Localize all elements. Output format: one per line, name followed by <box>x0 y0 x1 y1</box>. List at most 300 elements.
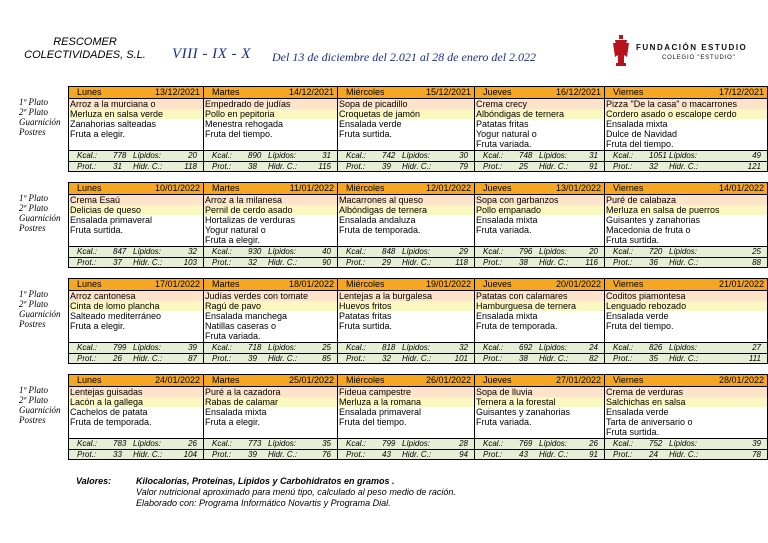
kcal-label: Kcal.: <box>77 151 98 160</box>
dish-item: Hamburguesa de ternera <box>475 301 604 311</box>
dish-item: Yogur natural o <box>475 129 604 139</box>
company-name <box>20 36 150 62</box>
protein-label: Prot.: <box>212 162 232 171</box>
protein-value: 33 <box>113 450 122 459</box>
row-label: Postres <box>19 127 46 137</box>
lipids-value: 31 <box>322 151 331 160</box>
nutrition-box <box>338 246 474 267</box>
protein-label: Prot.: <box>346 258 366 267</box>
day-column <box>474 182 605 268</box>
kcal-label: Kcal.: <box>346 439 367 448</box>
emblem-icon <box>612 35 630 67</box>
lipids-value: 25 <box>322 343 331 352</box>
row-label: 2º Plato <box>19 299 49 309</box>
carbs-label: Hidr. C.: <box>268 162 298 171</box>
dish-item <box>69 427 203 437</box>
day-column <box>604 182 768 268</box>
kcal-label: Kcal.: <box>346 247 367 256</box>
day-header <box>69 87 203 99</box>
protein-value: 39 <box>248 450 257 459</box>
dish-item: Fruta del tiempo. <box>605 321 767 331</box>
carbs-value: 111 <box>748 354 761 363</box>
kcal-label: Kcal.: <box>212 151 233 160</box>
day-header <box>338 375 474 387</box>
day-date: 26/01/2022 <box>425 375 471 385</box>
day-date: 20/01/2022 <box>555 279 601 289</box>
school-logo <box>612 35 748 69</box>
dish-item <box>69 235 203 245</box>
nutrition-row-energy <box>475 247 604 258</box>
nutrition-row-macros <box>204 354 337 364</box>
carbs-label: Hidr. C.: <box>539 258 569 267</box>
nutrition-row-macros <box>475 258 604 268</box>
nutrition-row-macros <box>338 162 474 172</box>
lipids-value: 26 <box>589 439 598 448</box>
dish-item: Tarta de aniversario o <box>605 417 767 427</box>
company-line-2: COLECTIVIDADES, S.L. <box>24 49 146 61</box>
protein-label: Prot.: <box>613 354 633 363</box>
lipids-value: 26 <box>188 439 197 448</box>
protein-label: Prot.: <box>77 450 97 459</box>
carbs-value: 85 <box>322 354 331 363</box>
kcal-value: 718 <box>248 343 262 352</box>
protein-label: Prot.: <box>212 258 232 267</box>
dish-item: Fruta de temporada. <box>69 417 203 427</box>
dish-item: Ensalada andaluza <box>338 215 474 225</box>
day-header <box>475 87 604 99</box>
dish-item <box>475 331 604 341</box>
carbs-label: Hidr. C.: <box>539 354 569 363</box>
lipids-value: 28 <box>459 439 468 448</box>
day-name: Miércoles <box>346 183 385 193</box>
carbs-label: Hidr. C.: <box>539 162 569 171</box>
nutrition-row-macros <box>475 162 604 172</box>
row-label: 1º Plato <box>19 385 49 395</box>
day-date: 10/01/2022 <box>154 183 200 193</box>
carbs-value: 118 <box>184 162 197 171</box>
day-name: Miércoles <box>346 375 385 385</box>
carbs-label: Hidr. C.: <box>268 258 298 267</box>
day-header <box>475 375 604 387</box>
dish-item: Sopa de lluvia <box>475 387 604 397</box>
carbs-value: 76 <box>322 450 331 459</box>
day-column <box>203 278 338 364</box>
row-labels <box>19 193 68 233</box>
nutrition-box <box>605 150 767 171</box>
lipids-value: 35 <box>322 439 331 448</box>
carbs-value: 118 <box>455 258 468 267</box>
date-range: Del 13 de diciembre del 2.021 al 28 de enero del 2.022 <box>272 50 537 64</box>
dish-item: Cinta de lomo plancha <box>69 301 203 311</box>
kcal-value: 783 <box>113 439 127 448</box>
row-label: Guarnición <box>19 213 61 223</box>
day-header <box>338 183 474 195</box>
dish-item: Huevos fritos <box>338 301 474 311</box>
kcal-value: 692 <box>519 343 533 352</box>
nutrition-box <box>475 150 604 171</box>
day-date: 11/01/2022 <box>289 183 334 193</box>
protein-label: Prot.: <box>613 258 633 267</box>
dish-item: Ternera a la forestal <box>475 397 604 407</box>
carbs-value: 91 <box>589 450 598 459</box>
kcal-label: Kcal.: <box>212 343 233 352</box>
day-header <box>204 279 337 291</box>
protein-value: 43 <box>519 450 528 459</box>
dish-item: Ensalada manchega <box>204 311 337 321</box>
kcal-value: 890 <box>248 151 262 160</box>
lipids-label: Lípidos: <box>669 151 698 160</box>
nutrition-row-energy <box>605 247 767 258</box>
day-date: 28/01/2022 <box>718 375 764 385</box>
logo-title: FUNDACIÓN ESTUDIO <box>636 43 748 52</box>
dish-item: Crema de verduras <box>605 387 767 397</box>
nutrition-row-macros <box>204 258 337 268</box>
dish-item <box>475 235 604 245</box>
menu-week <box>19 182 768 268</box>
day-column <box>203 374 338 460</box>
day-name: Martes <box>212 375 240 385</box>
nutrition-row-macros <box>69 258 203 268</box>
dish-item: Pollo empanado <box>475 205 604 215</box>
kcal-value: 773 <box>248 439 262 448</box>
dish-item: Salchichas en salsa <box>605 397 767 407</box>
kcal-label: Kcal.: <box>483 247 504 256</box>
kcal-label: Kcal.: <box>613 151 634 160</box>
lipids-label: Lípidos: <box>133 151 162 160</box>
dish-item: Puré de calabaza <box>605 195 767 205</box>
nutrition-row-energy <box>69 439 203 450</box>
nutrition-row-energy <box>69 151 203 162</box>
nutrition-row-energy <box>475 439 604 450</box>
carbs-value: 104 <box>183 450 197 459</box>
day-header <box>605 279 767 291</box>
day-header <box>338 87 474 99</box>
nutrition-row-macros <box>338 258 474 268</box>
protein-value: 43 <box>382 450 391 459</box>
carbs-label: Hidr. C.: <box>402 354 432 363</box>
protein-label: Prot.: <box>346 450 366 459</box>
dish-item <box>338 235 474 245</box>
dish-item <box>204 427 337 437</box>
lipids-value: 40 <box>322 247 331 256</box>
nutrition-box <box>475 438 604 459</box>
kcal-label: Kcal.: <box>613 343 634 352</box>
dish-item: Fruta variada. <box>204 331 337 341</box>
dish-item: Dulce de Navidad <box>605 129 767 139</box>
dish-item: Ensalada verde <box>605 311 767 321</box>
lipids-label: Lípidos: <box>133 439 162 448</box>
row-label: 2º Plato <box>19 395 49 405</box>
dish-item: Lacón a la gallega <box>69 397 203 407</box>
day-date: 13/12/2021 <box>154 87 200 97</box>
dish-item: Fruta del tiempo. <box>338 417 474 427</box>
dish-item: Fruta del tiempo. <box>204 129 337 139</box>
day-column <box>604 278 768 364</box>
day-name: Lunes <box>77 183 102 193</box>
nutrition-box <box>338 150 474 171</box>
dish-item: Menestra rehogada <box>204 119 337 129</box>
dish-item: Ensalada mixta <box>475 215 604 225</box>
row-label: Postres <box>19 223 46 233</box>
nutrition-row-energy <box>605 439 767 450</box>
nutrition-row-macros <box>475 354 604 364</box>
dish-item <box>338 427 474 437</box>
company-line-1: RESCOMER <box>53 36 117 48</box>
nutrition-row-macros <box>204 162 337 172</box>
day-name: Lunes <box>77 375 102 385</box>
dish-item: Patatas con calamares <box>475 291 604 301</box>
dish-item: Merluza en salsa de puerros <box>605 205 767 215</box>
dish-item: Ensalada mixta <box>475 311 604 321</box>
day-header <box>69 183 203 195</box>
day-column <box>474 374 605 460</box>
dish-item: Albóndigas de ternera <box>475 109 604 119</box>
nutrition-row-macros <box>605 162 767 172</box>
nutrition-box <box>475 342 604 363</box>
day-name: Martes <box>212 279 240 289</box>
protein-label: Prot.: <box>483 450 503 459</box>
kcal-value: 778 <box>113 151 127 160</box>
dish-item: Sopa de picadillo <box>338 99 474 109</box>
day-header <box>605 375 767 387</box>
kcal-value: 799 <box>113 343 127 352</box>
protein-label: Prot.: <box>212 354 232 363</box>
carbs-label: Hidr. C.: <box>402 450 432 459</box>
day-date: 15/12/2021 <box>425 87 471 97</box>
dish-item: Hortalizas de verduras <box>204 215 337 225</box>
nutrition-row-energy <box>204 247 337 258</box>
dish-item: Fruta de temporada. <box>475 321 604 331</box>
protein-label: Prot.: <box>77 258 97 267</box>
dish-item: Delicias de queso <box>69 205 203 215</box>
protein-label: Prot.: <box>77 162 97 171</box>
dish-item: Patatas fritas <box>475 119 604 129</box>
kcal-label: Kcal.: <box>77 439 98 448</box>
day-column <box>604 86 768 172</box>
day-column <box>68 374 204 460</box>
day-date: 25/01/2022 <box>288 375 334 385</box>
protein-value: 32 <box>248 258 257 267</box>
footer-line-3: Elaborado con: Programa Informático Novartis y Programa Dial. <box>136 498 391 508</box>
lipids-value: 32 <box>459 343 468 352</box>
nutrition-box <box>338 342 474 363</box>
nutrition-row-macros <box>69 354 203 364</box>
protein-label: Prot.: <box>212 450 232 459</box>
dish-item: Ragú de pavo <box>204 301 337 311</box>
day-column <box>474 278 605 364</box>
carbs-label: Hidr. C.: <box>268 354 298 363</box>
day-column <box>337 86 475 172</box>
nutrition-row-energy <box>204 151 337 162</box>
kcal-label: Kcal.: <box>483 343 504 352</box>
lipids-label: Lípidos: <box>539 151 568 160</box>
lipids-value: 49 <box>752 151 761 160</box>
day-column <box>604 374 768 460</box>
dish-item: Ensalada primaveral <box>338 407 474 417</box>
dish-item <box>605 331 767 341</box>
kcal-label: Kcal.: <box>483 151 504 160</box>
kcal-value: 742 <box>382 151 396 160</box>
day-date: 18/01/2022 <box>288 279 334 289</box>
row-label: Postres <box>19 415 46 425</box>
carbs-value: 79 <box>459 162 468 171</box>
dish-item <box>69 331 203 341</box>
dish-item: Ensalada mixta <box>204 407 337 417</box>
carbs-value: 90 <box>322 258 331 267</box>
row-labels <box>19 385 68 425</box>
lipids-label: Lípidos: <box>669 247 698 256</box>
day-name: Viernes <box>613 375 644 385</box>
nutrition-row-energy <box>338 151 474 162</box>
row-label: Guarnición <box>19 117 61 127</box>
nutrition-box <box>204 342 337 363</box>
protein-label: Prot.: <box>483 162 503 171</box>
lipids-value: 20 <box>589 247 598 256</box>
protein-value: 38 <box>248 162 257 171</box>
protein-label: Prot.: <box>613 162 633 171</box>
day-name: Jueves <box>483 279 512 289</box>
nutrition-row-macros <box>204 450 337 460</box>
logo-subtitle: COLEGIO "ESTUDIO" <box>662 55 736 61</box>
dish-item: Fruta surtida. <box>605 235 767 245</box>
protein-label: Prot.: <box>77 354 97 363</box>
carbs-label: Hidr. C.: <box>402 162 432 171</box>
protein-label: Prot.: <box>346 354 366 363</box>
nutrition-box <box>605 438 767 459</box>
day-date: 17/12/2021 <box>718 87 764 97</box>
protein-label: Prot.: <box>483 354 503 363</box>
protein-label: Prot.: <box>346 162 366 171</box>
dish-item: Ensalada verde <box>338 119 474 129</box>
dish-item: Ensalada primaveral <box>69 215 203 225</box>
carbs-label: Hidr. C.: <box>133 258 163 267</box>
lipids-label: Lípidos: <box>669 343 698 352</box>
dish-item: Fruta a elegir. <box>69 129 203 139</box>
day-name: Viernes <box>613 279 644 289</box>
protein-value: 31 <box>113 162 122 171</box>
kcal-label: Kcal.: <box>212 439 233 448</box>
dish-item: Lentejas guisadas <box>69 387 203 397</box>
dish-item: Fruta surtida. <box>338 321 474 331</box>
nutrition-row-energy <box>204 343 337 354</box>
day-column <box>203 182 338 268</box>
dish-item: Fruta del tiempo. <box>605 139 767 149</box>
dish-item: Crema Esaú <box>69 195 203 205</box>
footer-line-1: Kilocalorías, Proteínas, Lípidos y Carbohidratos en gramos . <box>136 476 395 486</box>
kcal-value: 748 <box>519 151 533 160</box>
day-column <box>337 182 475 268</box>
lipids-value: 39 <box>752 439 761 448</box>
lipids-value: 39 <box>188 343 197 352</box>
nutrition-row-macros <box>605 258 767 268</box>
lipids-label: Lípidos: <box>133 247 162 256</box>
course-levels: VIII - IX - X <box>172 46 251 62</box>
carbs-label: Hidr. C.: <box>669 450 699 459</box>
carbs-label: Hidr. C.: <box>402 258 432 267</box>
day-column <box>474 86 605 172</box>
lipids-value: 29 <box>459 247 468 256</box>
kcal-value: 826 <box>649 343 663 352</box>
dish-item: Fruta de temporada. <box>338 225 474 235</box>
dish-item: Fruta a elegir. <box>69 321 203 331</box>
row-label: 1º Plato <box>19 193 49 203</box>
protein-value: 25 <box>519 162 528 171</box>
dish-item: Arroz a la milanesa <box>204 195 337 205</box>
kcal-value: 930 <box>248 247 262 256</box>
protein-value: 32 <box>382 354 391 363</box>
dish-item: Rabas de calamar <box>204 397 337 407</box>
day-name: Miércoles <box>346 87 385 97</box>
protein-value: 39 <box>248 354 257 363</box>
day-header <box>69 375 203 387</box>
row-labels <box>19 97 68 137</box>
carbs-label: Hidr. C.: <box>669 354 699 363</box>
kcal-value: 1051 <box>649 151 667 160</box>
lipids-value: 30 <box>459 151 468 160</box>
lipids-label: Lípidos: <box>402 151 431 160</box>
dish-item: Pernil de cerdo asado <box>204 205 337 215</box>
day-date: 19/01/2022 <box>425 279 471 289</box>
day-column <box>337 374 475 460</box>
protein-value: 24 <box>649 450 658 459</box>
lipids-label: Lípidos: <box>402 247 431 256</box>
carbs-value: 116 <box>585 258 598 267</box>
dish-item: Fruta surtida. <box>69 225 203 235</box>
nutrition-row-energy <box>69 247 203 258</box>
day-date: 21/01/2022 <box>718 279 764 289</box>
nutrition-box <box>204 246 337 267</box>
dish-item: Fruta variada. <box>475 139 604 149</box>
nutrition-row-energy <box>605 343 767 354</box>
day-header <box>69 279 203 291</box>
protein-value: 32 <box>649 162 658 171</box>
carbs-value: 94 <box>459 450 468 459</box>
nutrition-row-macros <box>69 162 203 172</box>
carbs-value: 87 <box>188 354 197 363</box>
lipids-value: 31 <box>589 151 598 160</box>
lipids-value: 25 <box>752 247 761 256</box>
dish-item: Merluza a la romana <box>338 397 474 407</box>
dish-item: Ensalada mixta <box>605 119 767 129</box>
dish-item: Arroz a la murciana o <box>69 99 203 109</box>
day-date: 16/12/2021 <box>555 87 601 97</box>
kcal-value: 848 <box>382 247 396 256</box>
nutrition-row-macros <box>605 354 767 364</box>
day-name: Viernes <box>613 183 644 193</box>
day-header <box>204 375 337 387</box>
nutrition-row-macros <box>69 450 203 460</box>
day-header <box>338 279 474 291</box>
dish-item: Coditos piamontesa <box>605 291 767 301</box>
carbs-value: 91 <box>589 162 598 171</box>
kcal-label: Kcal.: <box>613 247 634 256</box>
day-column <box>68 182 204 268</box>
dish-item: Fruta a elegir. <box>204 417 337 427</box>
dish-item: Guisantes y zanahorias <box>475 407 604 417</box>
day-name: Jueves <box>483 375 512 385</box>
nutrition-row-macros <box>605 450 767 460</box>
day-date: 24/01/2022 <box>154 375 200 385</box>
nutrition-row-energy <box>204 439 337 450</box>
kcal-value: 799 <box>382 439 396 448</box>
protein-label: Prot.: <box>483 258 503 267</box>
protein-value: 39 <box>382 162 391 171</box>
nutrition-row-energy <box>338 343 474 354</box>
dish-item: Merluza en salsa verde <box>69 109 203 119</box>
dish-item: Croquetas de jamón <box>338 109 474 119</box>
day-name: Martes <box>212 183 240 193</box>
row-labels <box>19 289 68 329</box>
